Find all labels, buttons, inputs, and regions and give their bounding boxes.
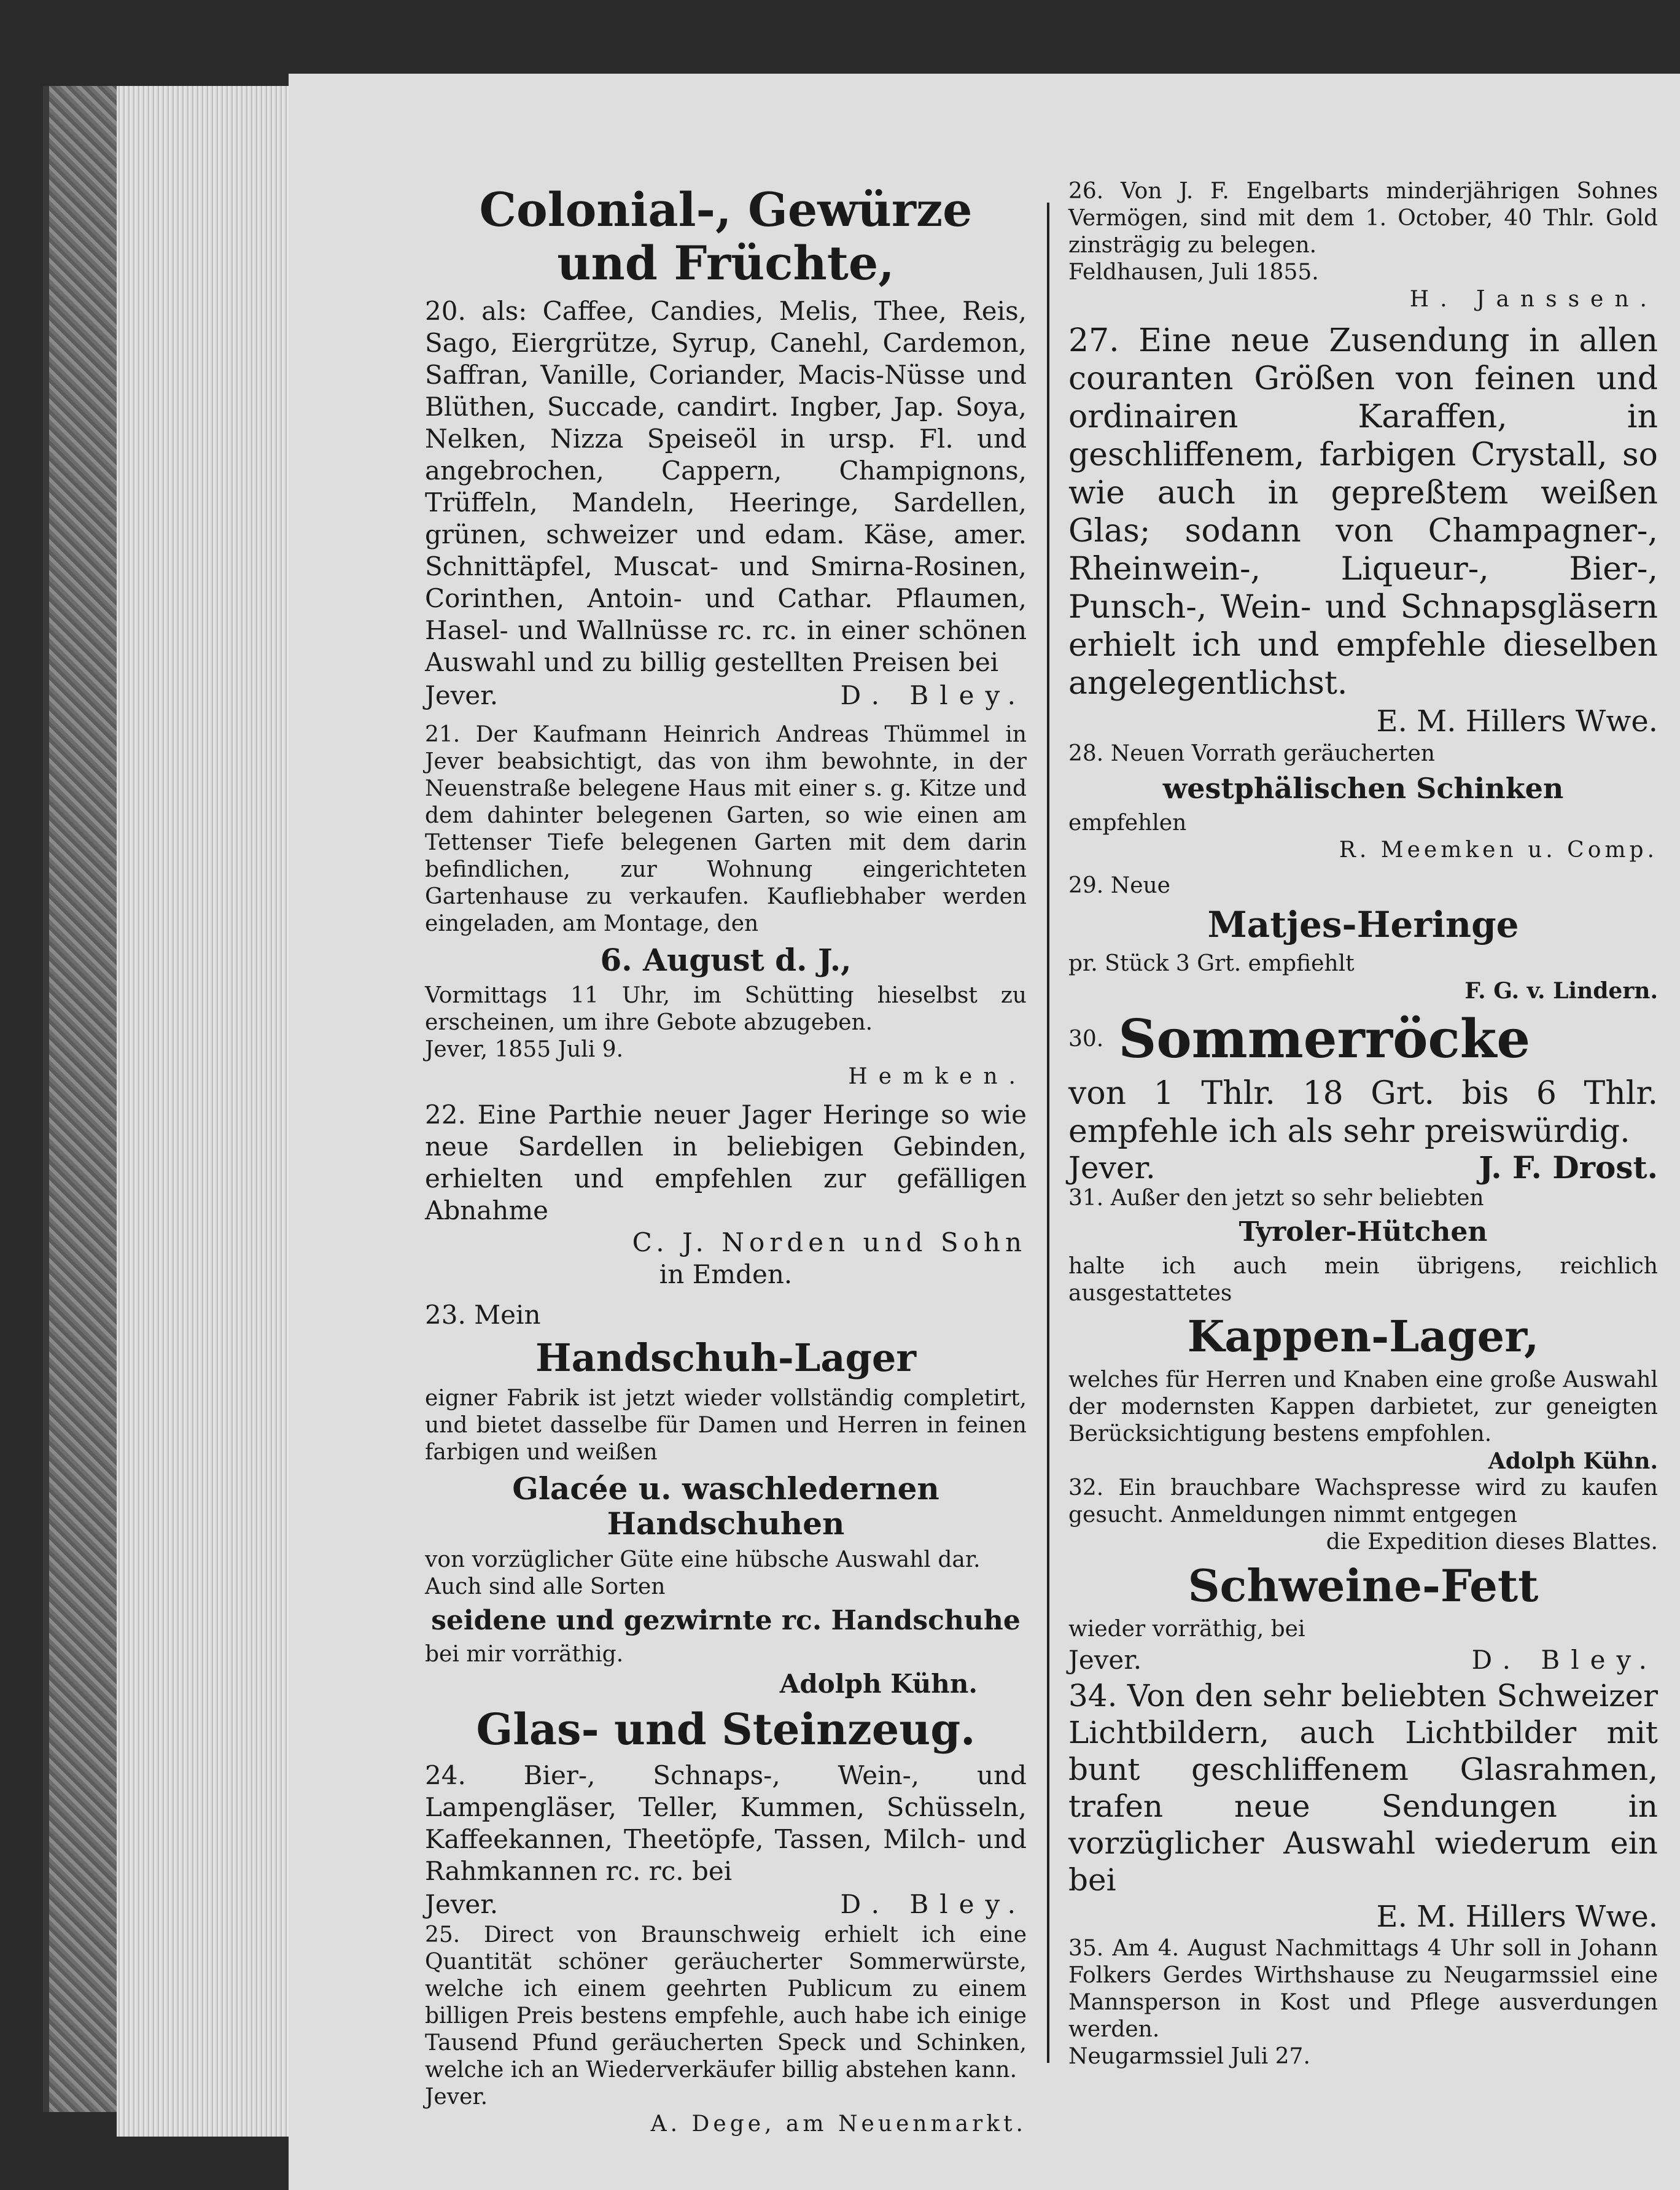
- ad-26-text: 26. Von J. F. Engelbarts minderjährigen Sohnes Vermögen, sind mit dem 1. October, 40 Thlr. Gold zinsträgig zu belegen.: [1068, 179, 1658, 258]
- ad-28-heading: westphälischen Schinken: [1162, 772, 1564, 805]
- ad-21-dateline: Jever, 1855 Juli 9.: [425, 1037, 624, 1063]
- ad-34-name: E. M. Hillers Wwe.: [1376, 1900, 1658, 1935]
- ad-30-place: Jever.: [1068, 1150, 1156, 1186]
- left-column: [425, 178, 1027, 2138]
- ad-30-text: von 1 Thlr. 18 Grt. bis 6 Thlr. empfehle ich als sehr preiswürdig.: [1068, 1075, 1658, 1151]
- ad-23-text-d: bei mir vorräthig.: [425, 1642, 624, 1668]
- ad-30-signature: [1068, 1151, 1658, 1185]
- book-cover-edge: [43, 86, 123, 2112]
- ad-22-place: in Emden.: [659, 1259, 793, 1290]
- ad-29-intro: 29. Neue: [1068, 872, 1170, 898]
- ad-28-text: empfehlen: [1068, 810, 1187, 836]
- ad-31-text-c: welches für Herren und Knaben eine große Auswahl der modernsten Kappen darbietet, zur geneigten Berücksichtigung bestens empfohlen.: [1068, 1367, 1658, 1446]
- ad-31-name: Adolph Kühn.: [1488, 1448, 1658, 1474]
- ad-23-text: eigner Fabrik ist jetzt wieder vollständig completirt, und bietet dasselbe für Damen und Herren in feinen farbigen und weißen: [425, 1385, 1027, 1465]
- ad-29-name: F. G. v. Lindern.: [1464, 977, 1658, 1004]
- ad-34-text: 34. Von den sehr beliebten Schweizer Lichtbildern, auch Lichtbilder mit bunt geschliffenem Glasrahmen, trafen neue Sendungen in vorzüglicher Auswahl wiederum ein bei: [1068, 1678, 1658, 1898]
- ad-30-name: J. F. Drost.: [1479, 1149, 1658, 1186]
- ad-33-text: wieder vorräthig, bei: [1068, 1617, 1305, 1642]
- ad-23-name: Adolph Kühn.: [779, 1669, 978, 1699]
- ad-31-heading-2: Kappen-Lager,: [1187, 1311, 1539, 1362]
- column-divider: [1047, 203, 1049, 2063]
- ad-33-heading: Schweine-Fett: [1188, 1559, 1539, 1612]
- ad-24-signature: [425, 1887, 1027, 1922]
- ad-24-name: D. Bley.: [840, 1889, 1027, 1919]
- ad-21-text: 21. Der Kaufmann Heinrich Andreas Thümmel in Jever beabsichtigt, das von ihm bewohnte, in der Neuenstraße belegene Haus mit einer s. g. Kitze und dem dahinter belegenen Garten, so wie einen am Tettenser Tiefe belegenen Garten mit dem darin befindlichen, zur Wohnung eingerichteten Gartenhause zu verkaufen. Kaufliebhaber werden eingeladen, am Montage, den: [425, 721, 1027, 936]
- ad-22-name: C. J. Norden und Sohn: [632, 1227, 1027, 1258]
- ad-25-name: A. Dege, am Neuenmarkt.: [650, 2111, 1027, 2137]
- ad-27-name: E. M. Hillers Wwe.: [1376, 704, 1658, 739]
- ad-35-dateline: Neugarmssiel Juli 27.: [1068, 2044, 1310, 2070]
- ad-33-signature: [1068, 1643, 1658, 1677]
- ad-24-text: 24. Bier-, Schnaps-, Wein-, und Lampengläser, Teller, Kummen, Schüsseln, Kaffeekannen, Theetöpfe, Tassen, Milch- und Rahmkannen rc. rc. bei: [425, 1760, 1027, 1886]
- ad-30-number: 30.: [1068, 1027, 1104, 1052]
- ad-23-text-b: von vorzüglicher Güte eine hübsche Auswahl dar.: [425, 1547, 981, 1572]
- ad-35-text: 35. Am 4. August Nachmittags 4 Uhr soll in Johann Folkers Gerdes Wirthshause zu Neugarmssiel eine Mannsperson in Kost und Pflege ausverdungen werden.: [1068, 1936, 1658, 2043]
- ad-20-name: D. Bley.: [840, 680, 1027, 710]
- ad-22-text: 22. Eine Parthie neuer Jager Heringe so wie neue Sardellen in beliebigen Gebinden, erhielten und empfehlen zur gefälligen Abnahme: [425, 1100, 1027, 1226]
- ad-31-text: 31. Außer den jetzt so sehr beliebten: [1068, 1186, 1484, 1211]
- ad-31-text-b: halte ich auch mein übrigens, reichlich ausgestattetes: [1068, 1254, 1658, 1307]
- ad-heading-colonial: Colonial-, Gewürze und Früchte,: [479, 182, 973, 291]
- ad-23-text-c: Auch sind alle Sorten: [425, 1574, 666, 1599]
- ad-23-heading: Handschuh-Lager: [535, 1335, 917, 1381]
- ad-29-heading: Matjes-Heringe: [1207, 903, 1519, 946]
- ad-33-place: Jever.: [1068, 1645, 1142, 1676]
- ad-28-name: R. Meemken u. Comp.: [1339, 837, 1658, 863]
- ad-21-date: 6. August d. J.,: [600, 941, 852, 978]
- ad-20-signature: [425, 678, 1027, 713]
- ad-23-silk-line: seidene und gezwirnte rc. Handschuhe: [431, 1604, 1021, 1636]
- ad-20-text: 20. als: Caffee, Candies, Melis, Thee, Reis, Sago, Eiergrütze, Syrup, Canehl, Cardemon, Saffran, Vanille, Coriander, Macis-Nüsse und Blüthen, Succade, candirt. Ingber, Jap. Soya, Nelken, Nizza Speiseöl in ursp. Fl. und angebrochen, Cappern, Champignons, Trüffeln, Mandeln, Heeringe, Sardellen, grünen, schweizer und edam. Käse, amer. Schnittäpfel, Muscat- und Smirna-Rosinen, Corinthen, Antoin- und Cathar. Pflaumen, Hasel- und Wallnüsse rc. rc. in einer schönen Auswahl und zu billig gestellten Preisen bei: [425, 295, 1027, 677]
- ad-21-name: Hemken.: [848, 1064, 1027, 1090]
- ad-26-dateline: Feldhausen, Juli 1855.: [1068, 260, 1319, 285]
- right-column: [1068, 178, 1658, 2070]
- ad-25-text: 25. Direct von Braunschweig erhielt ich eine Quantität schöner geräucherter Sommerwürste, welche ich einem geehrten Publicum zu einem billigen Preis bestens empfehle, auch habe ich einige Tausend Pfund geräucherten Speck und Schinken, welche ich an Wiederverkäufer billig abstehen kann.: [425, 1922, 1027, 2083]
- ad-32-text: 32. Ein brauchbare Wachspresse wird zu kaufen gesucht. Anmeldungen nimmt entgegen: [1068, 1475, 1658, 1528]
- ad-23-intro: 23. Mein: [425, 1300, 541, 1330]
- ad-26-name: H. Janssen.: [1409, 287, 1658, 312]
- ad-31-heading: Tyroler-Hütchen: [1239, 1216, 1488, 1248]
- ad-32-name: die Expedition dieses Blattes.: [1326, 1529, 1658, 1555]
- ad-28-intro: 28. Neuen Vorrath geräucherten: [1068, 741, 1435, 766]
- page-block-edge: [117, 86, 295, 2137]
- ad-29-text: pr. Stück 3 Grt. empfiehlt: [1068, 950, 1355, 976]
- ad-24-place: Jever.: [425, 1889, 499, 1919]
- ad-30-heading-row: [1068, 1004, 1658, 1075]
- ad-20-place: Jever.: [425, 680, 499, 710]
- ad-21-text-b: Vormittags 11 Uhr, im Schütting hieselbst zu erscheinen, um ihre Gebote abzugeben.: [425, 983, 1027, 1036]
- ad-33-name: D. Bley.: [1471, 1645, 1658, 1676]
- ad-30-heading: Sommerröcke: [1118, 1008, 1531, 1070]
- newspaper-page: [289, 74, 1680, 2190]
- ad-24-heading: Glas- und Steinzeug.: [476, 1704, 976, 1755]
- ad-23-glacee-line: Glacée u. waschledernen Handschuhen: [512, 1470, 939, 1542]
- ad-27-text: 27. Eine neue Zusendung in allen couranten Größen von feinen und ordinairen Karaffen, in geschliffenem, farbigen Crystall, so wie auch in gepreßtem weißen Glas; sodann von Champagner-, Rheinwein-, Liqueur-, Bier-, Punsch-, Wein- und Schnapsgläsern erhielt ich und empfehle dieselben angelegentlichst.: [1068, 322, 1658, 702]
- ad-25-place: Jever.: [425, 2084, 488, 2110]
